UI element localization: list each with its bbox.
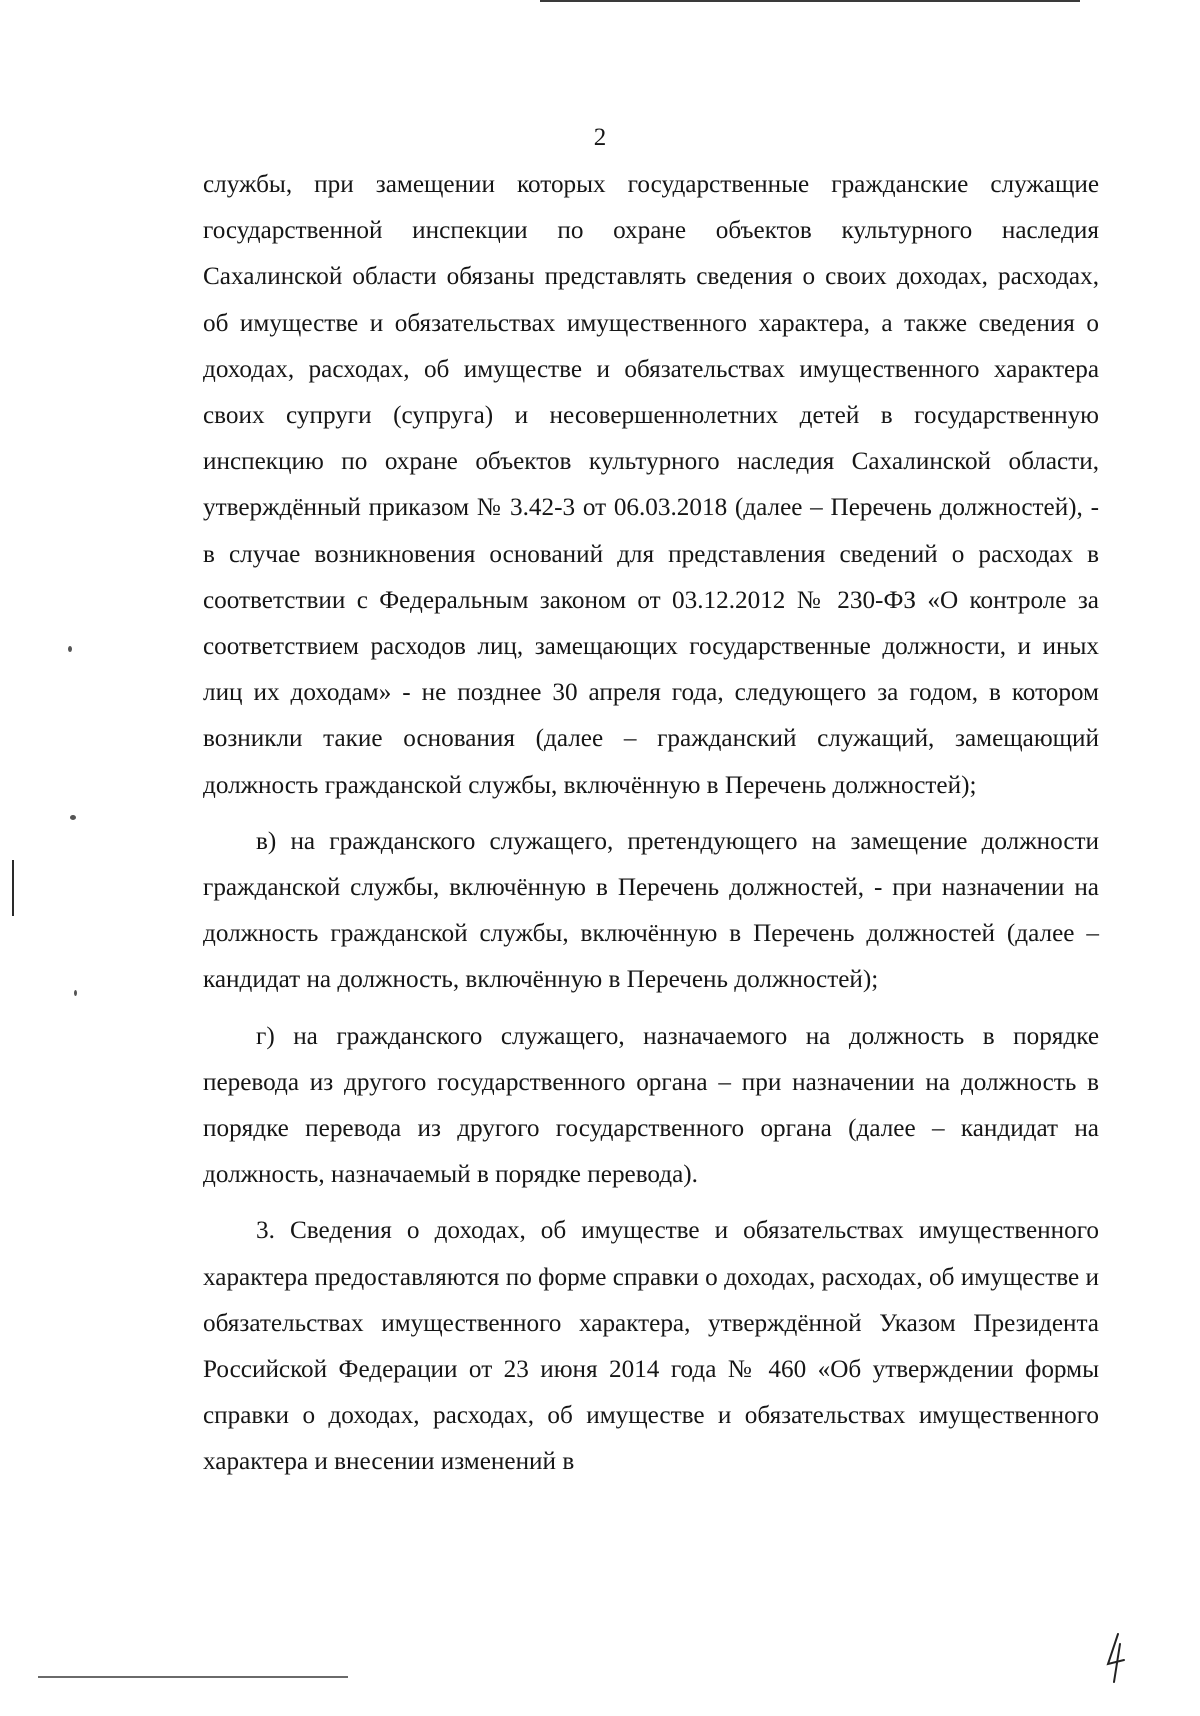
top-scan-rule xyxy=(540,0,1080,2)
margin-speck xyxy=(70,815,76,820)
paragraph-item-g: г) на гражданского служащего, назначаемого на должность в порядке перевода из другого государственного органа – при назначении на должность в порядке перевода из другого государственного органа (далее – кандидат на должность, назначаемый в порядке перевода). xyxy=(203,1022,1099,1189)
paragraph-item-v: в) на гражданского служащего, претендующего на замещение должности гражданской службы, включённую в Перечень должностей, - при назначении на должность гражданской службы, включённую в Перечень должностей (далее – кандидат на должность, включённую в Перечень должностей); xyxy=(203,827,1099,994)
handwritten-page-mark xyxy=(1100,1630,1130,1686)
page-number: 2 xyxy=(593,124,607,151)
document-body xyxy=(203,162,1099,1496)
bottom-scan-rule xyxy=(38,1676,348,1678)
margin-speck xyxy=(74,990,77,996)
paragraph-section-3: 3. Сведения о доходах, об имуществе и обязательствах имущественного характера предоставляются по форме справки о доходах, расходах, об имуществе и обязательствах имущественного характера, утверждённой Указом Президента Российской Федерации от 23 июня 2014 года № 460 «Об утверждении формы справки о доходах, расходах, об имуществе и обязательствах имущественного характера и внесении изменений в xyxy=(203,1217,1099,1476)
margin-bar-mark xyxy=(12,860,14,916)
margin-speck xyxy=(68,646,72,652)
paragraph-continuation: службы, при замещении которых государственные гражданские служащие государственной инспекции по охране объектов культурного наследия Сахалинской области обязаны представлять сведения о своих доходах, расходах, об имуществе и обязательствах имущественного характера, а также сведения о доходах, расходах, об имуществе и обязательствах имущественного характера своих супруги (супруга) и несовершеннолетних детей в государственную инспекцию по охране объектов культурного наследия Сахалинской области, утверждённый приказом № 3.42-3 от 06.03.2018 (далее – Перечень должностей), - в случае возникновения оснований для представления сведений о расходах в соответствии с Федеральным законом от 03.12.2012 № 230-ФЗ «О контроле за соответствием расходов лиц, замещающих государственные должности, и иных лиц их доходам» - не позднее 30 апреля года, следующего за годом, в котором возникли такие основания (далее – гражданский служащий, замещающий должность гражданской службы, включённую в Перечень должностей); xyxy=(203,171,1099,799)
